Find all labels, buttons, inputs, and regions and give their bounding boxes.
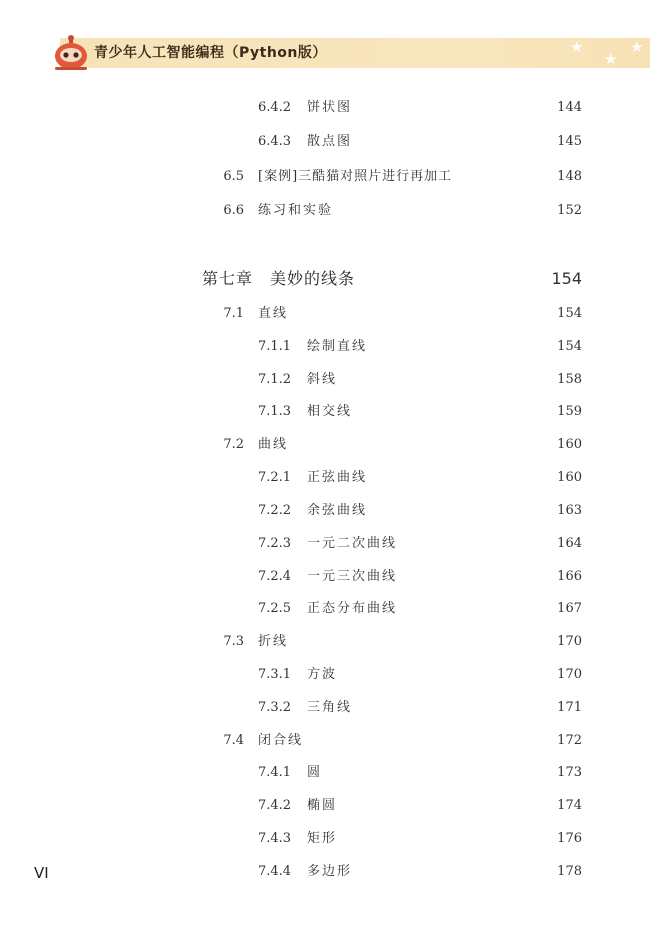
section-title: 直线 xyxy=(258,306,289,321)
star-icon: ★ xyxy=(604,50,618,68)
page-number: 148 xyxy=(557,169,582,184)
page-number: 170 xyxy=(557,667,582,682)
page-number: 172 xyxy=(557,733,582,748)
page-number: 166 xyxy=(557,569,582,584)
section-number: 7.2.1 xyxy=(258,470,292,485)
page-number: 154 xyxy=(557,306,582,321)
section-number: 6.5 xyxy=(223,169,244,184)
toc-entry xyxy=(0,861,650,883)
section-number: 6.4.3 xyxy=(258,134,292,149)
page-number: 163 xyxy=(557,503,582,518)
chapter-heading xyxy=(0,268,650,290)
section-title: 练习和实验 xyxy=(258,203,334,218)
section-title: 斜线 xyxy=(307,372,338,387)
toc-entry xyxy=(0,131,650,153)
toc-entry xyxy=(0,762,650,784)
toc-entry xyxy=(0,434,650,456)
toc-entry xyxy=(0,598,650,620)
toc-entry xyxy=(0,467,650,489)
section-title: 相交线 xyxy=(307,404,353,419)
toc-entry xyxy=(0,500,650,522)
toc-entry xyxy=(0,369,650,391)
toc-entry xyxy=(0,303,650,325)
section-number: 7.4.1 xyxy=(258,765,292,780)
header-title: 青少年人工智能编程（Python版） xyxy=(94,45,327,61)
page-number: 154 xyxy=(557,339,582,354)
toc-entry xyxy=(0,200,650,222)
section-number: 7.1 xyxy=(223,306,244,321)
section-number: 7.4.3 xyxy=(258,831,292,846)
section-number: 7.3.1 xyxy=(258,667,292,682)
chapter-title: 第七章 美妙的线条 xyxy=(202,269,356,288)
section-title: 折线 xyxy=(258,634,289,649)
robot-logo-icon xyxy=(52,35,90,73)
section-number: 6.6 xyxy=(223,203,244,218)
section-number: 6.4.2 xyxy=(258,100,292,115)
section-number: 7.2.4 xyxy=(258,569,292,584)
section-title: 散点图 xyxy=(307,134,353,149)
toc-entry xyxy=(0,566,650,588)
section-title: 余弦曲线 xyxy=(307,503,368,518)
section-title: 正弦曲线 xyxy=(307,470,368,485)
section-number: 7.1.1 xyxy=(258,339,292,354)
section-number: 7.4.4 xyxy=(258,864,292,879)
section-number: 7.4.2 xyxy=(258,798,292,813)
page-number: 160 xyxy=(557,437,582,452)
toc-entry xyxy=(0,401,650,423)
page-number: 171 xyxy=(557,700,582,715)
section-title: 圆 xyxy=(307,765,323,780)
section-title: 矩形 xyxy=(307,831,338,846)
section-number: 7.2.3 xyxy=(258,536,292,551)
toc-entry xyxy=(0,730,650,752)
page-number: 154 xyxy=(551,269,582,288)
section-title: 闭合线 xyxy=(258,733,304,748)
page-number: 178 xyxy=(557,864,582,879)
star-icon: ★ xyxy=(630,38,644,56)
toc-entry xyxy=(0,336,650,358)
section-title: 一元三次曲线 xyxy=(307,569,398,584)
section-title: 绘制直线 xyxy=(307,339,368,354)
section-title: 曲线 xyxy=(258,437,289,452)
section-title: 饼状图 xyxy=(307,100,353,115)
page-number: 159 xyxy=(557,404,582,419)
section-number: 7.1.3 xyxy=(258,404,292,419)
section-title: 方波 xyxy=(307,667,338,682)
page-number: 170 xyxy=(557,634,582,649)
toc-entry xyxy=(0,533,650,555)
page-folio: VI xyxy=(34,864,49,882)
page-number: 174 xyxy=(557,798,582,813)
star-icon: ★ xyxy=(570,38,584,56)
toc-entry xyxy=(0,795,650,817)
section-number: 7.2.5 xyxy=(258,601,292,616)
section-number: 7.2 xyxy=(223,437,244,452)
toc-entry xyxy=(0,97,650,119)
page-number: 152 xyxy=(557,203,582,218)
section-number: 7.2.2 xyxy=(258,503,292,518)
toc-entry xyxy=(0,664,650,686)
section-number: 7.1.2 xyxy=(258,372,292,387)
page-number: 144 xyxy=(557,100,582,115)
page-number: 160 xyxy=(557,470,582,485)
section-title: [案例]三酷猫对照片进行再加工 xyxy=(258,169,453,184)
section-number: 7.4 xyxy=(223,733,244,748)
section-title: 正态分布曲线 xyxy=(307,601,398,616)
section-title: 多边形 xyxy=(307,864,353,879)
section-title: 三角线 xyxy=(307,700,353,715)
toc-entry xyxy=(0,631,650,653)
page-number: 164 xyxy=(557,536,582,551)
page-number: 173 xyxy=(557,765,582,780)
toc-entry xyxy=(0,828,650,850)
page-number: 167 xyxy=(557,601,582,616)
section-number: 7.3.2 xyxy=(258,700,292,715)
page-number: 145 xyxy=(557,134,582,149)
section-title: 椭圆 xyxy=(307,798,338,813)
page-number: 176 xyxy=(557,831,582,846)
section-title: 一元二次曲线 xyxy=(307,536,398,551)
toc-entry xyxy=(0,166,650,188)
section-number: 7.3 xyxy=(223,634,244,649)
toc-entry xyxy=(0,697,650,719)
page-number: 158 xyxy=(557,372,582,387)
